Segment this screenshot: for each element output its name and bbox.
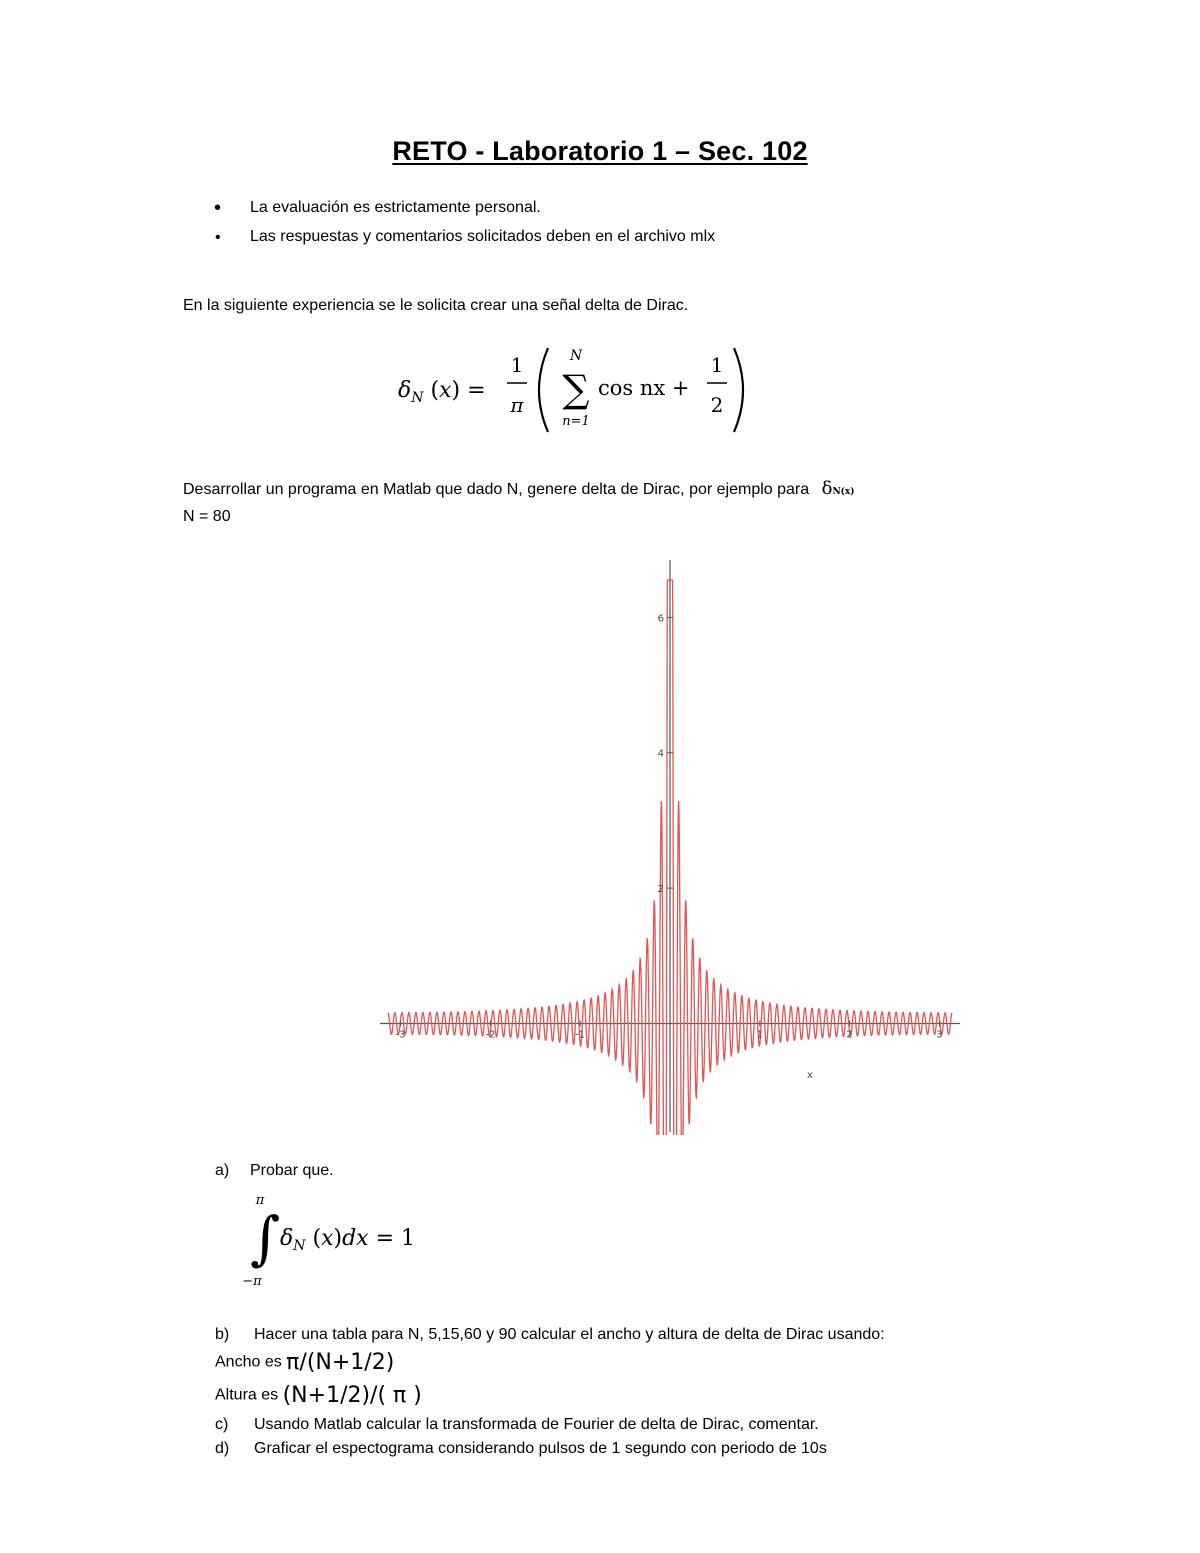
item-c-label: c) — [215, 1416, 229, 1433]
dirac-chart-svg — [380, 550, 960, 1135]
sum-symbol: ∑ — [562, 367, 590, 411]
item-a-text: Probar que. — [250, 1162, 334, 1179]
item-d-text: Graficar el espectograma considerando pulsos de 1 segundo con periodo de 10s — [254, 1440, 827, 1457]
altura-label: Altura es — [215, 1386, 279, 1404]
ancho-formula: π/(N+1/2) — [286, 1350, 395, 1375]
bullet-dot: • — [215, 229, 221, 246]
intro-paragraph: En la siguiente experiencia se le solicita crear una señal delta de Dirac. — [183, 297, 689, 314]
x-tick-label: 2 — [846, 1029, 853, 1041]
integral-sign: ∫ — [250, 1204, 281, 1272]
bullet-dot: • — [214, 197, 222, 219]
develop-delta — [822, 478, 855, 499]
item-c-text: Usando Matlab calcular la transformada de Fourier de delta de Dirac, comentar. — [254, 1416, 819, 1433]
frac2-den: 2 — [710, 393, 724, 417]
formula-term: cos nx + — [598, 376, 690, 400]
integral-body: $\delta_N$ (x)dx = 1 — [280, 1226, 416, 1254]
bullet-text-1: La evaluación es estrictamente personal. — [250, 199, 541, 216]
dirac-formula — [380, 340, 770, 440]
altura-formula: (N+1/2)/( π ) — [282, 1383, 422, 1408]
y-tick-label: 2 — [657, 884, 664, 896]
delta-subscript: N(x) — [832, 487, 855, 497]
bullet-text-2: Las respuestas y comentarios solicitados deben en el archivo mlx — [250, 228, 716, 245]
x-tick-label: 1 — [756, 1029, 763, 1041]
integral-upper: π — [255, 1193, 265, 1208]
integral-formula — [230, 1188, 440, 1288]
frac1-num: 1 — [510, 353, 524, 377]
x-axis-label: x — [807, 1070, 813, 1081]
frac1-den: π — [510, 393, 524, 417]
item-b-label: b) — [215, 1326, 230, 1343]
item-d-label: d) — [215, 1440, 230, 1457]
x-tick-label: 3 — [936, 1029, 943, 1041]
item-a-label: a) — [215, 1162, 230, 1179]
develop-paragraph — [183, 478, 855, 499]
integral-lower: −π — [242, 1274, 262, 1288]
integral-svg — [230, 1188, 440, 1288]
item-b-text: Hacer una tabla para N, 5,15,60 y 90 calcular el ancho y altura de delta de Dirac usando: — [254, 1326, 885, 1343]
sum-bottom: n=1 — [562, 414, 590, 429]
ancho-label: Ancho es — [215, 1353, 282, 1371]
altura-row — [215, 1383, 422, 1408]
develop-text: Desarrollar un programa en Matlab que dado N, genere delta de Dirac, por ejemplo para — [183, 481, 810, 498]
x-tick-label: -1 — [575, 1029, 586, 1041]
y-tick-label: 6 — [657, 613, 664, 625]
document-title: RETO - Laboratorio 1 – Sec. 102 — [392, 136, 808, 166]
frac2-num: 1 — [710, 353, 724, 377]
y-tick-label: 4 — [657, 748, 664, 760]
x-tick-label: -2 — [485, 1029, 496, 1041]
x-tick-label: -3 — [395, 1029, 406, 1041]
chart-axes — [380, 560, 960, 1132]
n-value: N = 80 — [183, 508, 231, 525]
sum-top: N — [569, 348, 583, 364]
dirac-formula-svg — [380, 340, 770, 440]
formula-lhs: $\delta_N$ (x) = — [398, 378, 486, 406]
dirac-chart — [380, 550, 960, 1135]
delta-symbol: δ — [821, 478, 833, 499]
ancho-row — [215, 1350, 394, 1375]
